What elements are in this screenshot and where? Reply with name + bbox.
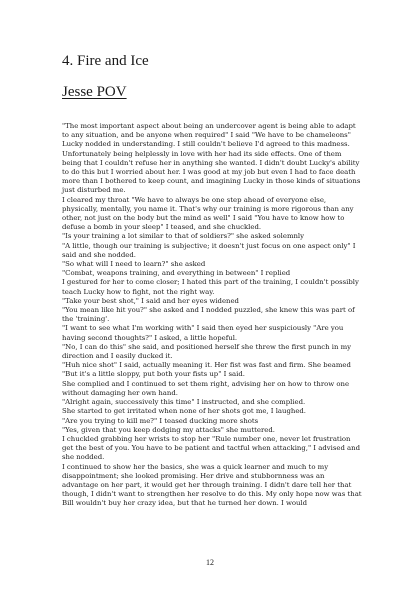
paragraph: "The most important aspect about being an undercover agent is being able to adapt to any situation, and be anyone when required" I said "We have to be chameleons": [62, 122, 356, 140]
paragraph: "Are you trying to kill me?" I teased ducking more shots: [62, 416, 259, 425]
pov-heading: Jesse POV: [62, 84, 127, 100]
paragraph: "Alright again, successively this time" I instructed, and she complied.: [62, 398, 306, 407]
body-text: [62, 122, 362, 509]
paragraph: Lucky nodded in understanding. I still couldn't believe I'd agreed to this madness. Unfortunately being helplessly in love with her had its side effects. One of them being that I couldn't refuse her in anything she wanted. I didn't doubt Lucky's ability to do this but I worried about her. I was good at my job but even I had to face death more than I bothered to keep count, and imagining Lucky in those kinds of situations just disturbed me.: [62, 140, 361, 195]
paragraph: She started to get irritated when none of her shots got me, I laughed.: [62, 407, 307, 416]
paragraph: "Combat, weapons training, and everything in between" I replied: [62, 269, 291, 278]
paragraph: "Is your training a lot similar to that of soldiers?" she asked solemnly: [62, 232, 305, 241]
paragraph: "I want to see what I'm working with" I said then eyed her suspiciously "Are you having second thoughts?" I asked, a little hopeful.: [62, 324, 344, 342]
chapter-title: 4. Fire and Ice: [62, 53, 149, 69]
paragraph: I chuckled grabbing her wrists to stop her "Rule number one, never let frustration get the best of you. You have to be patient and tactful when attacking," I advised and she nodded.: [62, 434, 361, 462]
paragraph: "No, I can do this" she said, and positioned herself she threw the first punch in my direction and I easily ducked it.: [62, 342, 352, 361]
paragraph: "Take your best shot," I said and her eyes widened: [62, 296, 239, 305]
paragraph: "But it's a little sloppy, put both your fists up" I said.: [62, 370, 245, 379]
paragraph: "A little, though our training is subjective; it doesn't just focus on one aspect only" I said and she nodded.: [62, 241, 356, 259]
paragraph: "Yes, given that you keep dodging my attacks" she muttered.: [62, 425, 275, 434]
page-number: 12: [206, 558, 214, 567]
paragraph: "You mean like hit you?" she asked and I nodded puzzled, she knew this was part of the 'training'.: [62, 306, 355, 324]
paragraph: "So what will I need to learn?" she asked: [62, 260, 206, 269]
paragraph: "Huh nice shot" I said, actually meaning it. Her fist was fast and firm. She beamed: [62, 361, 351, 370]
paragraph: I cleared my throat "We have to always be one step ahead of everyone else, physically, mentally, you name it. That's why our training is more rigorous than any other, not just on the body but the mind as well" I said "You have to know how to defuse a bomb in your sleep" I teased, and she chuckled.: [62, 195, 354, 232]
paragraph: I continued to show her the basics, she was a quick learner and much to my disappointment; she looked promising. Her drive and stubbornness was an advantage on her part, it would get her through training. I didn't dare tell her that though, I didn't want to strengthen her resolve to do this. My only hope now was that Bill wouldn't buy her crazy idea, but that he turned her down. I would: [62, 462, 362, 508]
paragraph: She complied and I continued to set them right, advising her on how to throw one without damaging her own hand.: [62, 379, 350, 397]
paragraph: I gestured for her to come closer; I hated this part of the training, I couldn't possibly teach Lucky how to fight, not the right way.: [62, 278, 359, 296]
